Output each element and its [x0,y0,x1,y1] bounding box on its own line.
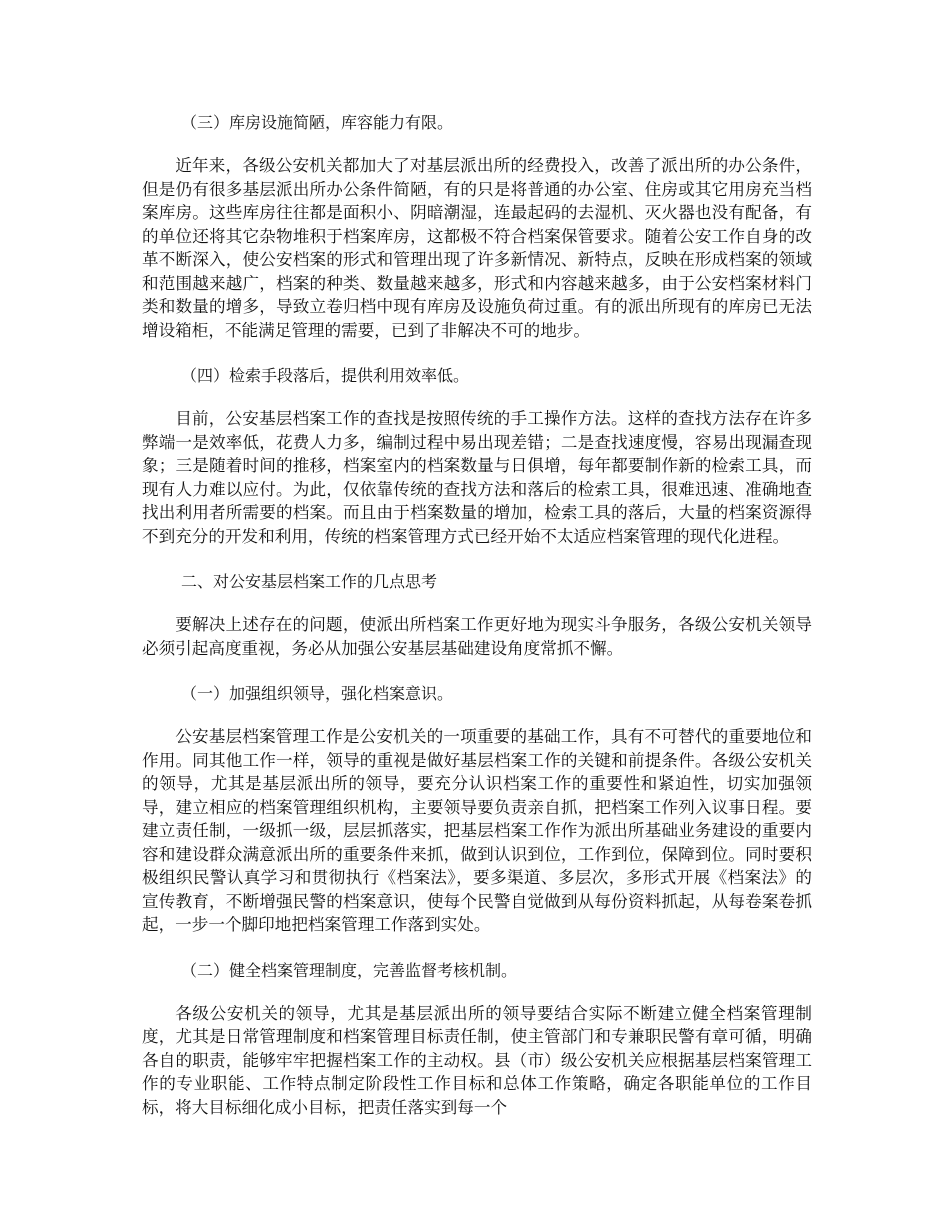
paragraph-intro-thoughts: 要解决上述存在的问题，使派出所档案工作更好地为现实斗争服务，各级公安机关领导必须引起高度重视，务必从加强公安基层基础建设角度常抓不懈。 [142,615,812,658]
section-heading-4: （四）检索手段落后，提供利用效率低。 [181,366,470,385]
paragraph-retrieval-methods: 目前，公安基层档案工作的查找是按照传统的手工操作方法。这样的查找方法存在许多弊端一是效率低，花费人力多，编制过程中易出现差错；二是查找速度慢，容易出现漏查现象；三是随着时间的推移，档案室内的档案数量与日俱增，每年都要制作新的检索工具，而现有人力难以应付。为此，仅依靠传统的查找方法和落后的检索工具，很难迅速、准确地查找出利用者所需要的档案。而且由于档案数量的增加，检索工具的落后，大量的档案资源得不到充分的开发和利用，传统的档案管理方式已经开始不太适应档案管理的现代化进程。 [142,409,812,546]
section-heading-1: （一）加强组织领导，强化档案意识。 [181,684,454,703]
section-heading-3: （三）库房设施简陋，库容能力有限。 [181,113,454,132]
paragraph-leadership: 公安基层档案管理工作是公安机关的一项重要的基础工作，具有不可替代的重要地位和作用。同其他工作一样，领导的重视是做好基层档案工作的关键和前提条件。各级公安机关的领导，尤其是基层派出所的领导，要充分认识档案工作的重要性和紧迫性，切实加强领导，建立相应的档案管理组织机构，主要领导要负责亲自抓，把档案工作列入议事日程。要建立责任制，一级抓一级，层层抓落实，把基层档案工作作为派出所基础业务建设的重要内容和建设群众满意派出所的重要条件来抓，做到认识到位，工作到位，保障到位。同时要积极组织民警认真学习和贯彻执行《档案法》，要多渠道、多层次，多形式开展《档案法》的宣传教育，不断增强民警的档案意识，使每个民警自觉做到从每份资料抓起，从每卷案卷抓起，一步一个脚印地把档案管理工作落到实处。 [142,727,812,934]
part-heading-2: 二、对公安基层档案工作的几点思考 [181,572,438,591]
section-heading-2: （二）健全档案管理制度，完善监督考核机制。 [181,960,518,980]
document-body [142,111,812,1119]
paragraph-management-system: 各级公安机关的领导，尤其是基层派出所的领导要结合实际不断建立健全档案管理制度，尤其是日常管理制度和档案管理目标责任制，使主管部门和专兼职民警有章可循，明确各自的职责，能够牢牢把握档案工作的主动权。县（市）级公安机关应根据基层档案管理工作的专业职能、工作特点制定阶段性工作目标和总体工作策略，确定各职能单位的工作目标，将大目标细化成小目标，把责任落实到每一个 [142,1003,812,1117]
paragraph-storage-conditions: 近年来，各级公安机关都加大了对基层派出所的经费投入，改善了派出所的办公条件，但是仍有很多基层派出所办公条件简陋，有的只是将普通的办公室、住房或其它用房充当档案库房。这些库房往往都是面积小、阴暗潮湿，连最起码的去湿机、灭火器也没有配备，有的单位还将其它杂物堆积于档案库房，这都极不符合档案保管要求。随着公安工作自身的改革不断深入，使公安档案的形式和管理出现了许多新情况、新特点，反映在形成档案的领域和范围越来越广，档案的种类、数量越来越多，形式和内容越来越多，由于公安档案材料门类和数量的增多，导致立卷归档中现有库房及设施负荷过重。有的派出所现有的库房已无法增设箱柜，不能满足管理的需要，已到了非解决不可的地步。 [142,156,812,340]
